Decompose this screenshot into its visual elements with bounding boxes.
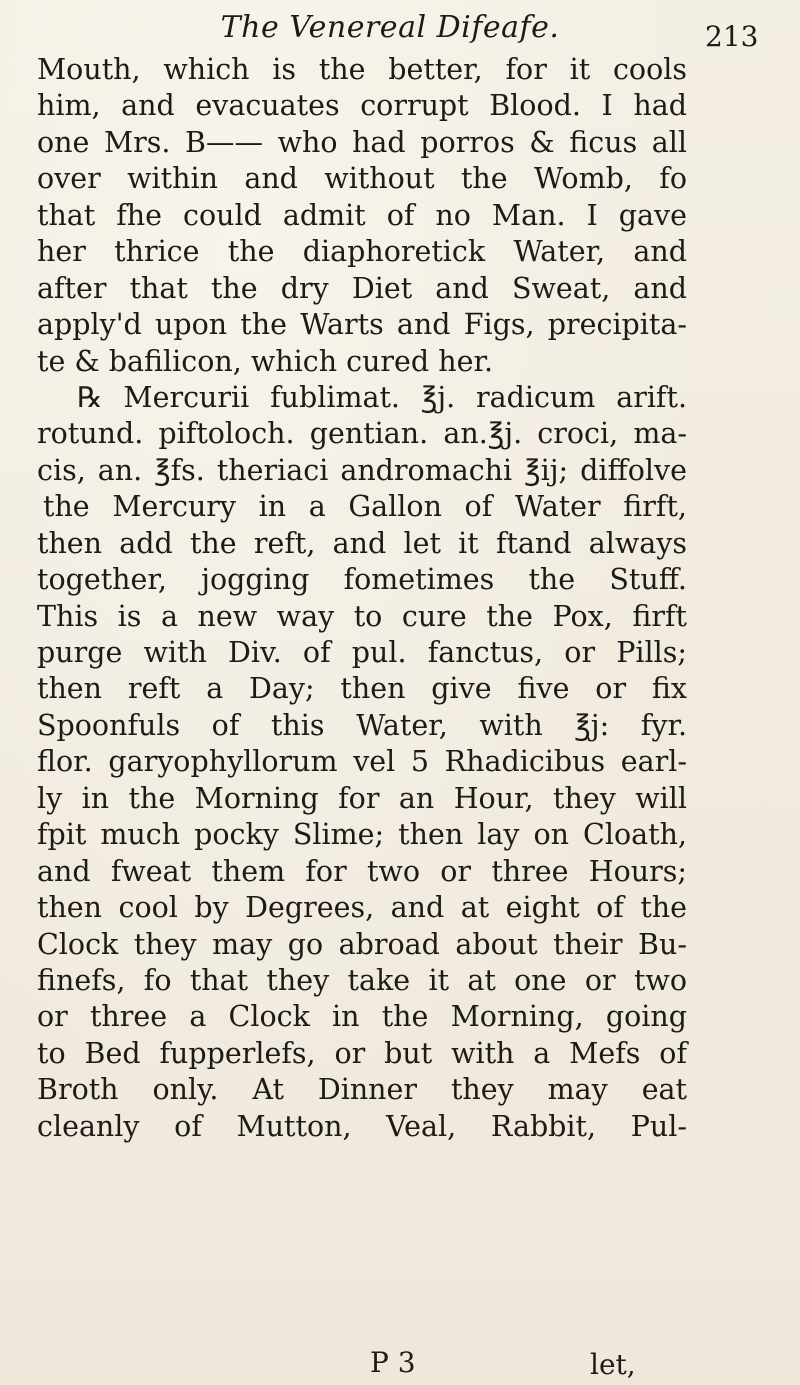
catchword: let, (590, 1348, 636, 1381)
text-line: together, jogging fometimes the Stuff. (37, 563, 687, 597)
text-line: Spoonfuls of this Water, with ℥j: fyr. (37, 708, 687, 742)
text-line: then reft a Day; then give five or fix (37, 672, 687, 706)
text-line: fpit much pocky Slime; then lay on Cloath, (37, 818, 687, 852)
text-line: ℞ Mercurii fublimat. ℥j. radicum arift. (77, 380, 687, 414)
text-line: This is a new way to cure the Pox, firft (37, 599, 687, 633)
text-line: him, and evacuates corrupt Blood. I had (37, 89, 687, 123)
text-line: purge with Div. of pul. fanctus, or Pills; (37, 636, 687, 669)
text-line: and fweat them for two or three Hours; (37, 854, 687, 888)
text-line: apply'd upon the Warts and Figs, precipita- (37, 308, 687, 342)
text-line: cis, an. ℥fs. theriaci andromachi ℥ij; diffolve (37, 453, 687, 487)
text-line: then cool by Degrees, and at eight of the (37, 891, 687, 925)
running-head: The Venereal Difeafe. (220, 10, 560, 45)
text-line: Clock they may go abroad about their Bu- (37, 927, 687, 961)
page-number: 213 (705, 20, 759, 53)
text-line: or three a Clock in the Morning, going (37, 1000, 687, 1034)
text-line: the Mercury in a Gallon of Water firft, (43, 490, 687, 524)
text-line: Broth only. At Dinner they may eat (37, 1073, 687, 1107)
text-line: flor. garyophyllorum vel 5 Rhadicibus earl- (37, 745, 687, 779)
text-line: ly in the Morning for an Hour, they will (37, 781, 687, 815)
text-line: te & bafilicon, which cured her. (37, 344, 493, 378)
text-line: cleanly of Mutton, Veal, Rabbit, Pul- (37, 1109, 687, 1143)
text-line: then add the reft, and let it ftand always (37, 526, 687, 560)
signature-mark: P 3 (370, 1346, 416, 1379)
body-text (37, 52, 687, 1145)
text-line: one Mrs. B—— who had porros & ficus all (37, 125, 687, 159)
text-line: finefs, fo that they take it at one or two (37, 963, 687, 997)
text-line: that fhe could admit of no Man. I gave (37, 198, 687, 232)
text-line: over within and without the Womb, fo (37, 162, 687, 196)
text-line: rotund. piftoloch. gentian. an.℥j. croci, ma- (37, 417, 687, 451)
text-line: after that the dry Diet and Sweat, and (37, 271, 687, 305)
text-line: her thrice the diaphoretick Water, and (37, 235, 687, 269)
text-line: to Bed fupperlefs, or but with a Mefs of (37, 1036, 687, 1070)
text-line: Mouth, which is the better, for it cools (37, 53, 687, 86)
